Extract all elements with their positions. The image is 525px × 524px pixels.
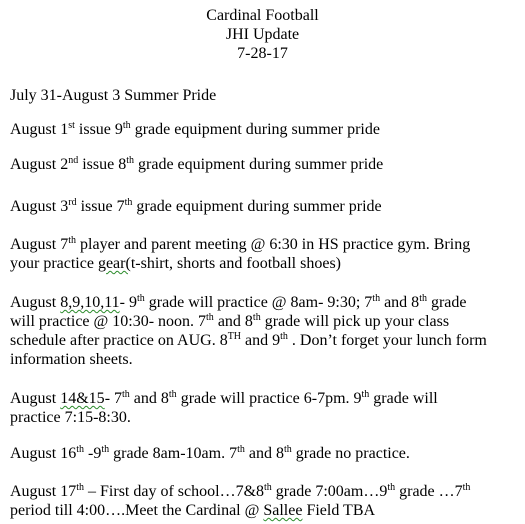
schedule-entry-aug-3: August 3rd issue 7th grade equipment during summer pride	[10, 197, 382, 215]
document-header	[0, 6, 525, 63]
entry-line: practice 7:15-8:30.	[10, 409, 131, 426]
entry-line: period till 4:00….Meet the Cardinal @ Sallee Field TBA	[10, 502, 376, 519]
schedule-entry-aug-17	[10, 482, 522, 520]
schedule-entry-aug-7	[10, 235, 522, 273]
entry-line: August 14&15- 7th and 8th grade will practice 6-7pm. 9th grade will	[10, 389, 438, 407]
spellcheck-flagged-word: 14&15	[60, 390, 105, 407]
spellcheck-flagged-word: Sallee	[263, 502, 303, 519]
entry-line: schedule after practice on AUG. 8TH and 9th . Don’t forget your lunch form	[10, 331, 487, 349]
entry-line: August 17th – First day of school…7&8th grade 7:00am…9th grade …7th	[10, 482, 471, 500]
document-title: Cardinal Football	[206, 7, 319, 24]
entry-line: August 7th player and parent meeting @ 6:30 in HS practice gym. Bring	[10, 235, 471, 253]
document-subtitle: JHI Update	[225, 26, 300, 43]
schedule-entry-aug-2: August 2nd issue 8th grade equipment during summer pride	[10, 155, 384, 173]
document-date: 7-28-17	[237, 45, 288, 62]
spellcheck-flagged-word: gear(	[97, 255, 131, 272]
entry-line: your practice gear(t-shirt, shorts and football shoes)	[10, 255, 342, 272]
schedule-entry-aug-1: August 1st issue 9th grade equipment during summer pride	[10, 120, 380, 138]
schedule-entry-aug-8-11	[10, 293, 522, 369]
schedule-entry-aug-14-15	[10, 389, 522, 427]
entry-line: information sheets.	[10, 351, 133, 368]
schedule-entry-aug-16: August 16th -9th grade 8am-10am. 7th and 8th grade no practice.	[10, 444, 410, 462]
spellcheck-flagged-word: 8,9,10,11	[60, 294, 120, 311]
schedule-entry-summer-pride: July 31-August 3 Summer Pride	[10, 87, 217, 104]
entry-line: August 8,9,10,11- 9th grade will practice @ 8am- 9:30; 7th and 8th grade	[10, 293, 467, 311]
entry-line: will practice @ 10:30- noon. 7th and 8th grade will pick up your class	[10, 312, 450, 330]
